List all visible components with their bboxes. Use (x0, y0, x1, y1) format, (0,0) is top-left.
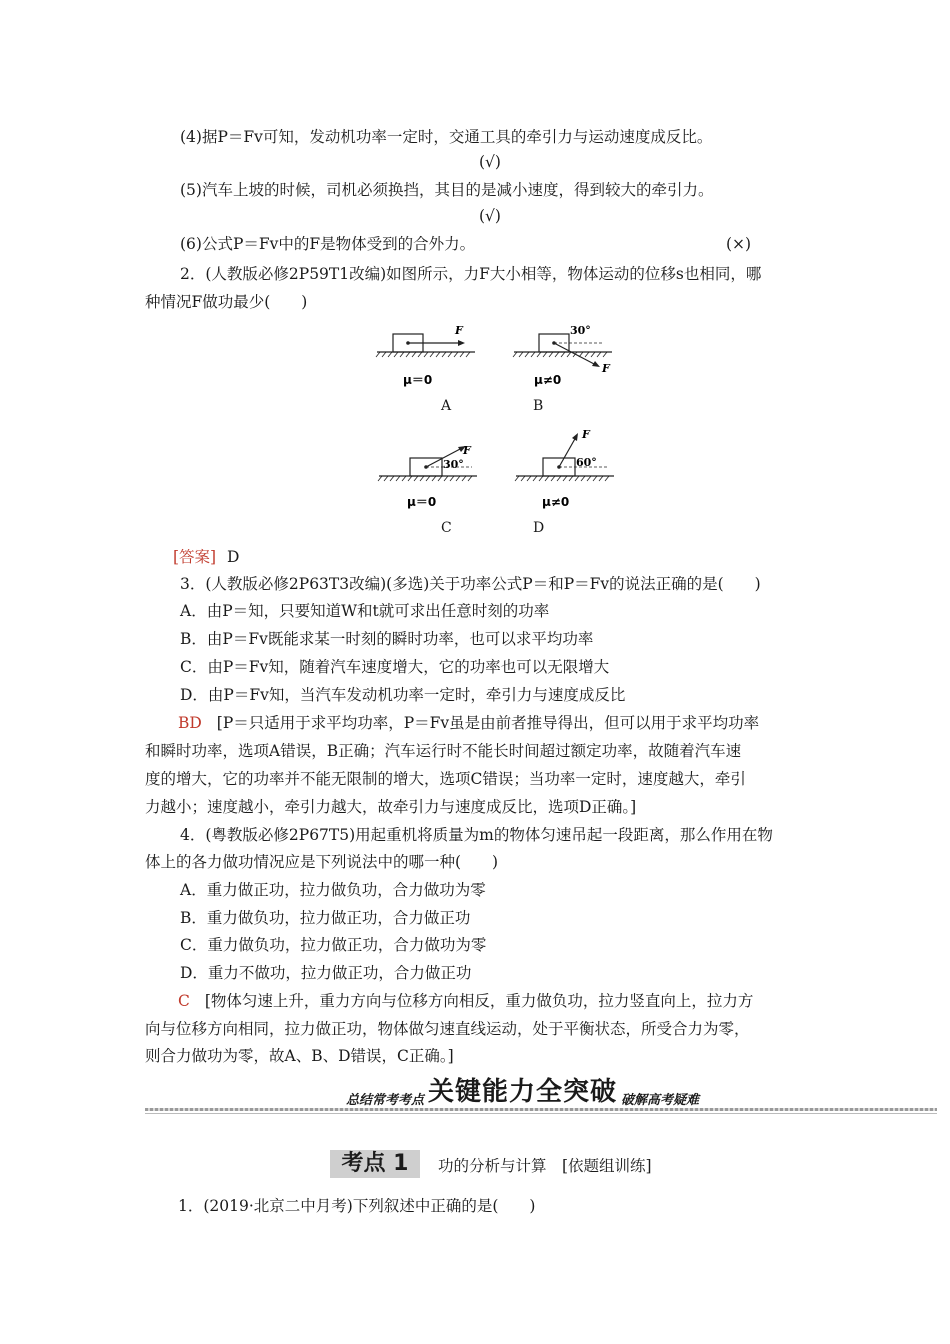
question-4-option-b: B．重力做负功，拉力做正功，合力做正功 (180, 909, 471, 927)
answer-4-line3: 则合力做功为零，故A、B、D错误，C正确。] (145, 1047, 454, 1065)
banner-right-text: 破解高考疑难 (621, 1093, 700, 1108)
question-3-option-c: C．由P＝Fv知，随着汽车速度增大，它的功率也可以无限增大 (180, 658, 610, 676)
figure-b-force-label: F (602, 362, 610, 375)
question-4-option-a: A．重力做正功，拉力做负功，合力做功为零 (180, 881, 486, 899)
question-3-option-b: B．由P＝Fv既能求某一时刻的瞬时功率，也可以求平均功率 (180, 630, 594, 648)
banner-left-text: 总结常考考点 (346, 1093, 425, 1108)
answer-2-tag: [答案] (173, 548, 217, 566)
question-3: 3．(人教版必修2P63T3改编)(多选)关于功率公式P＝和P＝Fv的说法正确的是( ) (180, 575, 761, 593)
section-banner (145, 1077, 937, 1120)
statement-5-mark: (√) (479, 207, 501, 225)
figure-b-angle: 30° (570, 324, 591, 337)
statement-6-mark: (×) (726, 235, 752, 253)
answer-3-key: BD (178, 714, 202, 732)
statement-5: (5)汽车上坡的时候，司机必须换挡，其目的是减小速度，得到较大的牵引力。 (180, 181, 714, 199)
question-4-line2: 体上的各力做功情况应是下列说法中的哪一种( ) (145, 853, 499, 871)
banner-text (340, 1077, 705, 1108)
banner-title: 关键能力全突破 (428, 1077, 618, 1107)
exercise-1: 1．(2019·北京二中月考)下列叙述中正确的是( ) (178, 1197, 536, 1215)
figure-c-angle: 30° (443, 458, 464, 471)
answer-3-line4: 力越小；速度越小，牵引力越大，故牵引力与速度成反比，选项D正确。] (145, 798, 637, 816)
figure-a-force-label: F (455, 324, 463, 337)
figure-c-force-label: F (463, 444, 471, 457)
statement-4: (4)据P＝Fv可知，发动机功率一定时，交通工具的牵引力与运动速度成反比。 (180, 128, 713, 146)
figure-b-diagram (512, 318, 632, 390)
answer-2: D (227, 548, 240, 566)
figure-d-mu: μ≠0 (542, 495, 570, 509)
figure-a-diagram (375, 320, 485, 390)
answer-4-line1: [物体匀速上升，重力方向与位移方向相反，重力做负功，拉力竖直向上，拉力方 (204, 992, 754, 1010)
kaodian-badge: 考点 1 (330, 1150, 420, 1178)
question-4-line1: 4．(粤教版必修2P67T5)用起重机将质量为m的物体匀速吊起一段距离，那么作用在物 (180, 826, 773, 844)
figure-d-label: D (533, 520, 545, 536)
question-2-line2: 种情况F做功最少( ) (145, 293, 308, 311)
question-3-option-a: A．由P＝知，只要知道W和t就可求出任意时刻的功率 (180, 602, 550, 620)
figure-d-angle: 60° (576, 456, 597, 469)
figure-a-label: A (441, 398, 452, 414)
banner-rule-thin (145, 1113, 937, 1114)
question-4-option-d: D．重力不做功，拉力做正功，合力做正功 (180, 964, 472, 982)
answer-3-line1: [P＝只适用于求平均功率，P＝Fv虽是由前者推导得出，但可以用于求平均功率 (216, 714, 760, 732)
answer-4-key: C (178, 992, 190, 1010)
figure-a-mu: μ＝0 (403, 373, 433, 387)
answer-4-line2: 向与位移方向相同，拉力做正功，物体做匀速直线运动，处于平衡状态，所受合力为零， (145, 1020, 750, 1038)
question-4-option-c: C．重力做负功，拉力做正功，合力做功为零 (180, 936, 487, 954)
statement-4-mark: (√) (479, 153, 501, 171)
figure-c-label: C (441, 520, 452, 536)
figure-c-diagram (377, 440, 487, 512)
figure-d-diagram (514, 426, 624, 512)
answer-3-line3: 度的增大，它的功率并不能无限制的增大，选项C错误；当功率一定时，速度越大，牵引 (145, 770, 746, 788)
banner-rule (145, 1108, 937, 1111)
statement-6: (6)公式P＝Fv中的F是物体受到的合外力。 (180, 235, 476, 253)
figure-c-mu: μ＝0 (407, 495, 437, 509)
question-2-line1: 2．(人教版必修2P59T1改编)如图所示，力F大小相等，物体运动的位移s也相同，哪 (180, 265, 762, 283)
kaodian-title: 功的分析与计算 [依题组训练] (438, 1157, 652, 1175)
question-3-option-d: D．由P＝Fv知，当汽车发动机功率一定时，牵引力与速度成反比 (180, 686, 626, 704)
answer-3-line2: 和瞬时功率，选项A错误，B正确；汽车运行时不能长时间超过额定功率，故随着汽车速 (145, 742, 742, 760)
figure-b-label: B (533, 398, 544, 414)
figure-b-mu: μ≠0 (534, 373, 562, 387)
figure-d-force-label: F (582, 428, 590, 441)
